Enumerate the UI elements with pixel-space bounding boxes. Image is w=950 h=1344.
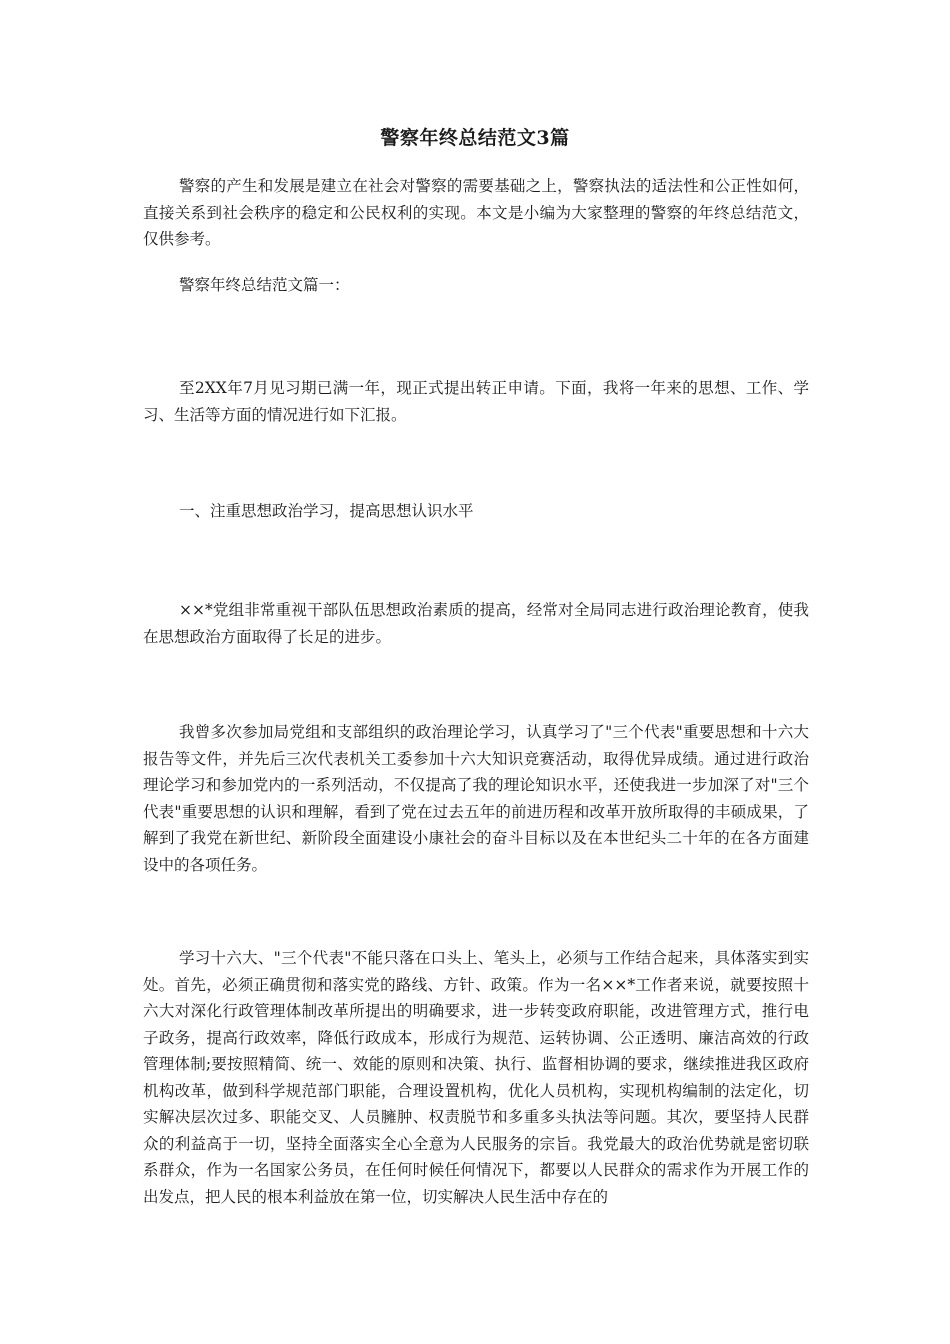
body-paragraph: 我曾多次参加局党组和支部组织的政治理论学习，认真学习了"三个代表"重要思想和十六大报告等文件，并先后三次代表机关工委参加十六大知识竞赛活动，取得优异成绩。通过进行政治理论学习和参加党内的一系列活动，不仅提高了我的理论知识水平，还使我进一步加深了对"三个代表"重要思想的认识和理解，看到了党在过去五年的前进历程和改革开放所取得的丰硕成果，了解到了我党在新世纪、新阶段全面建设小康社会的奋斗目标以及在本世纪头二十年的在各方面建设中的各项任务。 xyxy=(143,723,809,874)
body-paragraph: 学习十六大、"三个代表"不能只落在口头上、笔头上，必须与工作结合起来，具体落实到实处。首先，必须正确贯彻和落实党的路线、方针、政策。作为一名××*工作者来说，就要按照十六大对深化行政管理体制改革所提出的明确要求，进一步转变政府职能，改进管理方式，推行电子政务，提高行政效率，降低行政成本，形成行为规范、运转协调、公正透明、廉洁高效的行政管理体制;要按照精简、统一、效能的原则和决策、执行、监督相协调的要求，继续推进我区政府机构改革，做到科学规范部门职能，合理设置机构，优化人员机构，实现机构编制的法定化，切实解决层次过多、职能交叉、人员臃肿、权责脱节和多重多头执法等问题。其次，要坚持人民群众的利益高于一切，坚持全面落实全心全意为人民服务的宗旨。我党最大的政治优势就是密切联系群众，作为一名国家公务员，在任何时候任何情况下，都要以人民群众的需求作为开展工作的出发点，把人民的根本利益放在第一位，切实解决人民生活中存在的 xyxy=(143,949,809,1206)
intro-paragraph: 警察的产生和发展是建立在社会对警察的需要基础之上，警察执法的适法性和公正性如何，直接关系到社会秩序的稳定和公民权利的实现。本文是小编为大家整理的警察的年终总结范文，仅供参考。 xyxy=(143,177,809,248)
document-title: 警察年终总结范文3篇 xyxy=(380,127,570,149)
subsection-heading: 一、注重思想政治学习，提高思想认识水平 xyxy=(179,502,474,520)
body-paragraph: ××*党组非常重视干部队伍思想政治素质的提高，经常对全局同志进行政治理论教育，使我在思想政治方面取得了长足的进步。 xyxy=(143,601,809,646)
body-paragraph: 至2XX年7月见习期已满一年，现正式提出转正申请。下面，我将一年来的思想、工作、学习、生活等方面的情况进行如下汇报。 xyxy=(143,379,809,424)
section-heading: 警察年终总结范文篇一： xyxy=(179,276,350,294)
